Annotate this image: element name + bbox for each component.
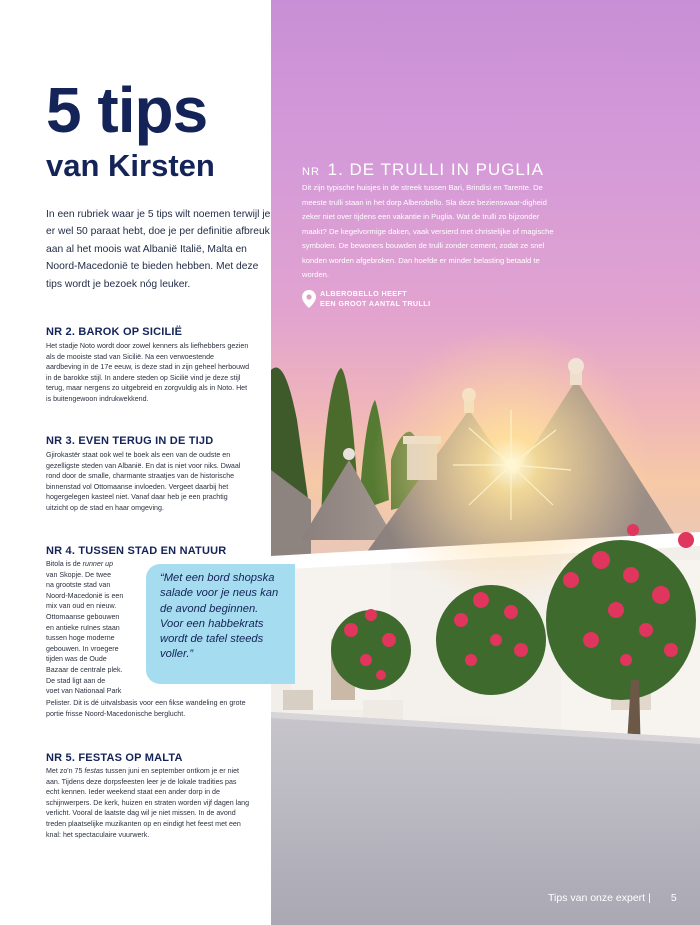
tip4-line: Bazaar de centrale plek. — [46, 665, 123, 674]
tip4-line — [46, 559, 146, 570]
tip1-body: Dit zijn typische huisjes in de streek tussen Bari, Brindisi en Tarente. De meeste trulli staan in het dorp Alberobello. Sla deze bezienswaar-digheid zeker niet over tijdens een vakantie in Puglia. Wat de trulli zo bijzonder maakt? De kegelvormige daken, vaak versierd met christelijke of magische symbolen. De bewoners bouwden de trulli zonder cement, zodat ze snel konden worden afgebroken. Dan hoefde er minder belasting betaald te worden. — [302, 183, 554, 279]
tip4-line-prefix: Bitola is de — [46, 560, 83, 568]
tip4-line: en antieke ruïnes staan — [46, 623, 120, 632]
photo-caption — [320, 289, 480, 309]
tip4-line: Noord-Macedonië is een — [46, 591, 124, 600]
tip4-line: na grootste stad van — [46, 581, 111, 590]
tip4-body-tail: Pelister. Dit is dé uitvalsbasis voor een fikse wandeling en grote portie frisse Noord-Macedonische berglucht. — [46, 699, 246, 718]
tip4-line: gebouwen. In vroegere — [46, 644, 119, 653]
tip5-body — [46, 766, 251, 840]
tip4-line: tijden was de Oude — [46, 655, 107, 664]
tip1-heading — [302, 160, 544, 180]
page-footer — [548, 892, 677, 904]
tip5-body-start: Met zo'n 75 — [46, 767, 85, 775]
tip1-nr: NR — [302, 166, 320, 178]
tip3-body: Gjirokastër staat ook wel te boek als een van de oudste en gezelligste steden van Albanië. En dat is niet voor niks. Dwaal rond door de smalle, charmante straatjes van de historische binnenstad vol Ottomaanse invloeden. Vergeet daarbij het hogergelegen kasteel niet. Vanaf daar heb je een prachtig uitzicht op de stad en haar omgeving. — [46, 451, 241, 512]
tip4-runner-up: runner up — [82, 560, 114, 568]
page-subtitle: van Kirsten — [46, 148, 215, 183]
photo-caption-line2: EEN GROOT AANTAL TRULLI — [320, 299, 431, 308]
tip2-heading: NR 2. BAROK OP SICILIË — [46, 326, 183, 338]
page-number: 5 — [670, 892, 677, 904]
photo-caption-line1: ALBEROBELLO HEEFT — [320, 289, 408, 298]
tip5-festas: festas — [84, 767, 104, 775]
footer-label: Tips van onze expert — [548, 892, 646, 904]
location-pin-icon — [302, 290, 316, 308]
trulli-illustration — [271, 0, 700, 925]
tip5-body-rest: tussen juni en september ontkom je er niet aan. Tijdens deze dorpsfeesten leer je de lokale tradities pas echt kennen. Ieder weekend staat een ander dorp in de schijnwerpers. De kerk, huizen en straten worden vijf dagen lang verlicht. Vooral de laatste dag wil je niet missen. In de avond treden plaatselijke muzikanten op en eindigt het feest met een knal: het spectaculaire vuurwerk. — [46, 767, 250, 839]
tip4-heading: NR 4. TUSSEN STAD EN NATUUR — [46, 545, 227, 557]
tip4-line: tussen hoge moderne — [46, 634, 115, 643]
tip4-line: De stad ligt aan de — [46, 676, 106, 685]
tip2-body: Het stadje Noto wordt door zowel kenners als liefhebbers gezien als de mooiste stad van Sicilië. Na een verwoestende aardbeving in de 17e eeuw, is deze stad in zijn geheel herbouwd in de barokke stijl. In andere steden op Sicilië vind je deze stijl terug, maar nergens zo uitgebreid en zorgvuldig als in Noto. Het is buitengewoon indrukwekkend. — [46, 342, 250, 403]
tip4-line: mix van oud en nieuw. — [46, 602, 117, 611]
pull-quote: “Met een bord shopska salade voor je neus kan de avond beginnen. Voor een habbekrats wordt de tafel steeds voller.” — [160, 572, 279, 661]
tip4-line: van Skopje. De twee — [46, 570, 112, 579]
footer-separator: | — [648, 892, 651, 904]
trulli-photo — [271, 0, 700, 925]
tip4-body-column — [46, 559, 146, 697]
page-title: 5 tips — [46, 74, 208, 146]
tip5-heading: NR 5. FESTAS OP MALTA — [46, 752, 183, 764]
tip4-line: Ottomaanse gebouwen — [46, 612, 120, 621]
tip1-title: 1. DE TRULLI IN PUGLIA — [327, 160, 544, 179]
intro-paragraph: In een rubriek waar je 5 tips wilt noemen terwijl je er wel 50 paraat hebt, doe je per definitie afbreuk aan al het moois wat Albanië Italië, Malta en Noord-Macedonië te bieden hebben. Met deze tips wordt je bezoek nóg leuker. — [46, 209, 271, 290]
tip4-line: voet van Nationaal Park — [46, 687, 122, 696]
tip3-heading: NR 3. EVEN TERUG IN DE TIJD — [46, 435, 214, 447]
